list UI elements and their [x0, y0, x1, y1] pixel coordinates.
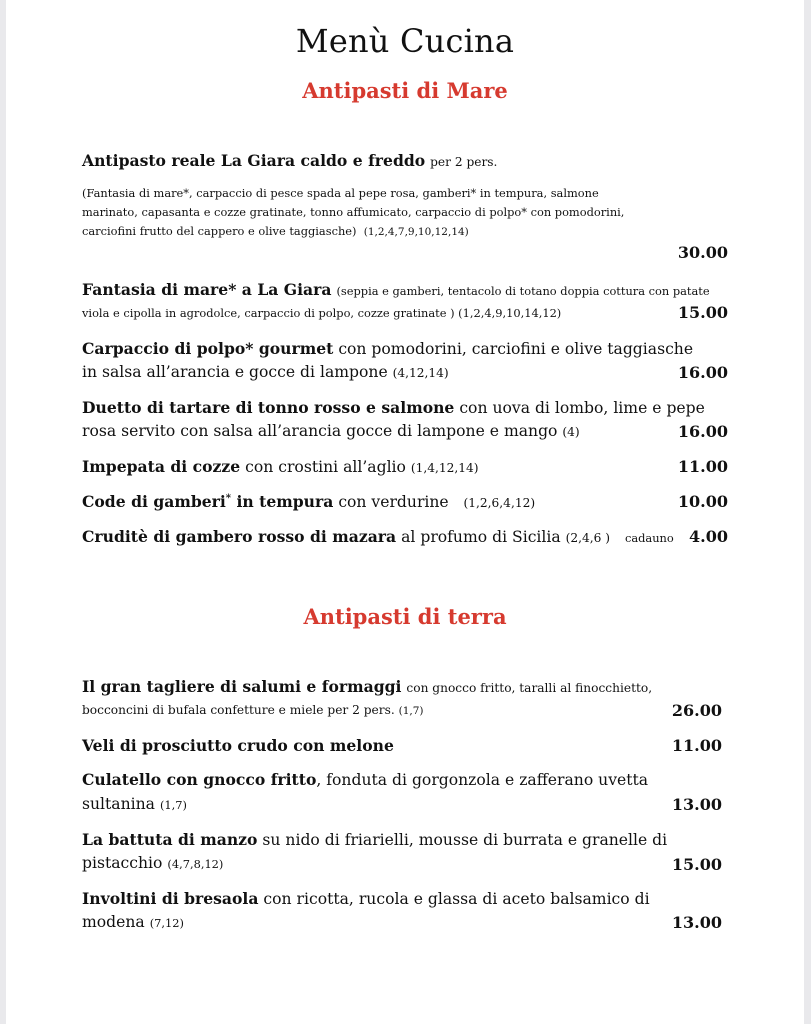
item-allergens: (4,7,8,12): [167, 857, 224, 871]
item-name: Fantasia di mare* a La Giara: [82, 280, 332, 299]
item-desc: con gnocco fritto, taralli al finocchietto,: [406, 681, 653, 695]
item-price: 30.00: [677, 243, 728, 262]
item-desc: con ricotta, rucola e glassa di aceto balsamico di: [263, 890, 650, 908]
item-price: 15.00: [677, 303, 728, 322]
menu-item: [82, 830, 667, 849]
item-allergens: (1,4,12,14): [410, 461, 479, 475]
menu-item: [82, 398, 705, 417]
item-allergens: (1,2,6,4,12): [463, 496, 536, 510]
item-price: 11.00: [677, 457, 728, 476]
item-allergens: (1,2,4,7,9,10,12,14): [363, 226, 469, 238]
menu-item: [82, 280, 710, 299]
item-name: Culatello con gnocco fritto: [82, 770, 317, 789]
item-price: 10.00: [677, 492, 728, 511]
item-name: Antipasto reale La Giara caldo e freddo: [82, 151, 426, 170]
item-price: 13.00: [671, 913, 722, 932]
item-suffix: per 2 pers.: [430, 155, 498, 169]
item-desc: con pomodorini, carciofini e olive taggiasche: [338, 340, 694, 358]
item-allergens: (1,2,4,9,10,14,12): [458, 306, 562, 320]
item-desc: al profumo di Sicilia: [401, 528, 561, 546]
item-name: Code di gamberi* in tempura: [82, 492, 334, 511]
item-desc: viola e cipolla in agrodolce, carpaccio di polpo, cozze gratinate ) (1,2,4,9,10,14,12): [82, 306, 562, 320]
item-desc: con verdurine: [338, 493, 449, 511]
item-name: Involtini di bresaola: [82, 889, 259, 908]
section-heading-mare: Antipasti di Mare: [302, 78, 508, 103]
item-allergens: (4,12,14): [392, 366, 449, 380]
menu-item: [82, 889, 650, 908]
item-desc: sultanina (1,7): [82, 795, 187, 813]
page-title: Menù Cucina: [295, 22, 515, 60]
item-desc: modena (7,12): [82, 913, 184, 931]
item-price: 16.00: [677, 422, 728, 441]
item-desc: pistacchio (4,7,8,12): [82, 854, 224, 872]
item-desc: in salsa all’arancia e gocce di lampone (4,12,14): [82, 363, 449, 381]
item-name: Veli di prosciutto crudo con melone: [82, 736, 394, 755]
item-price: 15.00: [671, 855, 722, 874]
item-desc: rosa servito con salsa all’arancia gocce di lampone e mango (4): [82, 422, 580, 440]
item-name: Il gran tagliere di salumi e formaggi: [82, 677, 402, 696]
menu-item: [82, 736, 394, 755]
item-desc: , fonduta di gorgonzola e zafferano uvetta: [316, 771, 649, 789]
item-allergens: (4): [562, 425, 580, 439]
menu-item: [82, 677, 652, 696]
item-allergens: (2,4,6 ): [565, 531, 611, 545]
item-price: 16.00: [677, 363, 728, 382]
item-price: 13.00: [671, 795, 722, 814]
item-name: Cruditè di gambero rosso di mazara: [82, 527, 397, 546]
item-desc: (Fantasia di mare*, carpaccio di pesce spada al pepe rosa, gamberi* in tempura, salmone: [82, 186, 599, 200]
item-name: Impepata di cozze: [82, 457, 241, 476]
item-price: 4.00: [689, 527, 728, 546]
item-unit: cadauno: [624, 531, 674, 545]
item-desc: con crostini all’aglio: [245, 458, 406, 476]
item-allergens: (7,12): [149, 916, 184, 930]
item-desc: su nido di friarielli, mousse di burrata e granelle di: [262, 831, 668, 849]
item-desc: (seppia e gamberi, tentacolo di totano doppia cottura con patate: [336, 284, 710, 298]
item-desc: con uova di lombo, lime e pepe: [459, 399, 705, 417]
menu-item: [82, 339, 693, 358]
menu-item: [82, 527, 674, 546]
item-name: La battuta di manzo: [82, 830, 258, 849]
section-heading-terra: Antipasti di terra: [303, 604, 507, 629]
menu-item: [82, 457, 479, 476]
item-desc: marinato, capasanta e cozze gratinate, tonno affumicato, carpaccio di polpo* con pomodorini,: [82, 205, 625, 219]
item-allergens: (1,7): [398, 705, 424, 717]
menu-page: [6, 0, 804, 1024]
item-name: Duetto di tartare di tonno rosso e salmone: [82, 398, 455, 417]
menu-item: [82, 492, 535, 511]
item-allergens: (1,7): [159, 798, 187, 812]
item-price: 26.00: [671, 701, 722, 720]
menu-item: [82, 770, 648, 789]
item-desc: bocconcini di bufala confetture e miele per 2 pers. (1,7): [82, 703, 424, 717]
item-name: Carpaccio di polpo* gourmet: [82, 339, 334, 358]
item-price: 11.00: [671, 736, 722, 755]
item-desc: carciofini frutto del cappero e olive taggiasche) (1,2,4,7,9,10,12,14): [82, 224, 469, 238]
menu-item: [82, 151, 497, 170]
